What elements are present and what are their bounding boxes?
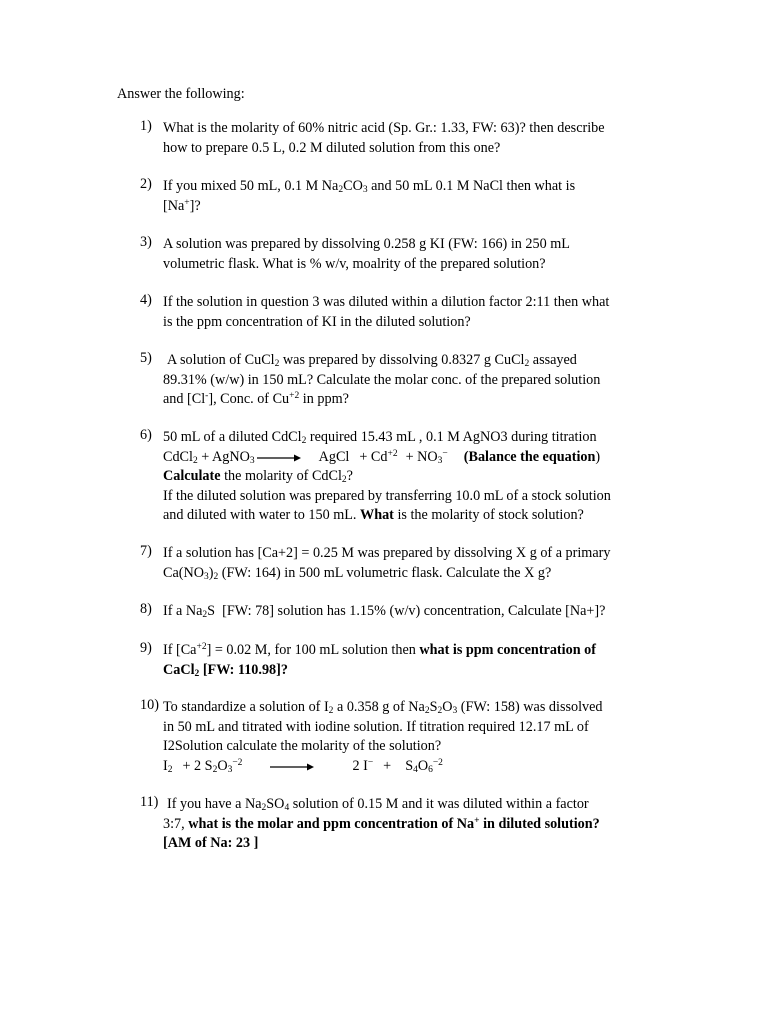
worksheet-heading: Answer the following: [117, 86, 245, 102]
question-number: 9) [140, 640, 152, 656]
question-number: 2) [140, 176, 152, 192]
question-number: 1) [140, 118, 152, 134]
question-text: $Ca(NO_3)_2$ (FW: 164) in 500 mL volumetric flask. Calculate the X g? [163, 564, 552, 582]
question-text: [Na+]? [163, 197, 201, 214]
question-text: is the ppm concentration of KI in the diluted solution? [163, 313, 471, 330]
question-text: Calculate the molarity of CdCl$_2$? [163, 468, 353, 485]
question-number: 4) [140, 292, 152, 308]
question-text: volumetric flask. What is % w/v, moalrity of the prepared solution? [163, 255, 546, 272]
question-text: in 50 mL and titrated with iodine solution. If titration required 12.17 mL of [163, 718, 589, 735]
question-number: 5) [140, 350, 152, 366]
question-text: and [Cl-], Conc. of $Cu^{+2}$ in ppm? [163, 391, 349, 407]
question-text: If the solution in question 3 was diluted within a dilution factor 2:11 then what [163, 294, 610, 310]
question-text: If the diluted solution was prepared by transferring 10.0 mL of a stock solution [163, 487, 611, 504]
question-text: CaCl$_2$ [FW: 110.98]? [163, 661, 288, 679]
reaction-arrow-icon [257, 452, 301, 462]
question-text: To standardize a solution of $I_2$ a 0.358 g of $Na_2S_2O_3$ (FW: 158) was dissolved [163, 699, 603, 716]
question-text: If $[Ca^{+2}] = 0.02$ M, for 100 mL solution then what is ppm concentration of [163, 642, 596, 658]
question-text: I2Solution calculate the molarity of the solution? [163, 738, 442, 754]
question-number: 10) [140, 697, 159, 713]
question-text: 50 mL of a diluted CdCl$_2$ required 15.43 mL , 0.1 M AgNO3 during titration [163, 429, 597, 446]
question-text: If you mixed 50 mL, 0.1 M $Na_2CO_3$ and 50 mL 0.1 M NaCl then what is [163, 178, 576, 195]
question-text: 89.31% (w/w) in 150 mL? Calculate the molar conc. of the prepared solution [163, 371, 601, 388]
question-text: If a solution has [Ca+2] = 0.25 M was prepared by dissolving X g of a primary [163, 545, 611, 561]
reaction-equation: $I_2 + 2$ $S_2O_3^{-2}$ 2 $I^- + S_4O_6^{-2}$ [163, 757, 443, 775]
question-number: 7) [140, 543, 152, 559]
question-text: If a $Na_2S$ [FW: 78] solution has 1.15% (w/v) concentration, Calculate [Na+]? [163, 603, 606, 620]
question-number: 8) [140, 601, 152, 617]
question-text: how to prepare 0.5 L, 0.2 M diluted solution from this one? [163, 139, 501, 156]
question-number: 11) [140, 794, 159, 810]
question-text: 3:7, what is the molar and ppm concentration of Na+ in diluted solution? [163, 815, 600, 832]
question-number: 6) [140, 427, 152, 443]
question-text: What is the molarity of 60% nitric acid (Sp. Gr.: 1.33, FW: 63)? then describe [163, 120, 605, 136]
question-text: If you have a $Na_2SO_4$ solution of 0.15 M and it was diluted within a factor [167, 796, 589, 813]
question-number: 3) [140, 234, 152, 250]
reaction-equation: CdCl$_2$ + AgNO$_3$ AgCl + $Cd^{+2} + NO_3^-$ (Balance the equation) [163, 448, 601, 466]
question-text: A solution was prepared by dissolving 0.258 g KI (FW: 166) in 250 mL [163, 236, 570, 252]
question-text: and diluted with water to 150 mL. What is the molarity of stock solution? [163, 507, 584, 523]
reaction-arrow-icon [270, 761, 314, 771]
question-text: [AM of Na: 23 ] [163, 835, 259, 851]
question-text: A solution of CuCl$_2$ was prepared by dissolving 0.8327 g CuCl$_2$ assayed [167, 352, 577, 369]
